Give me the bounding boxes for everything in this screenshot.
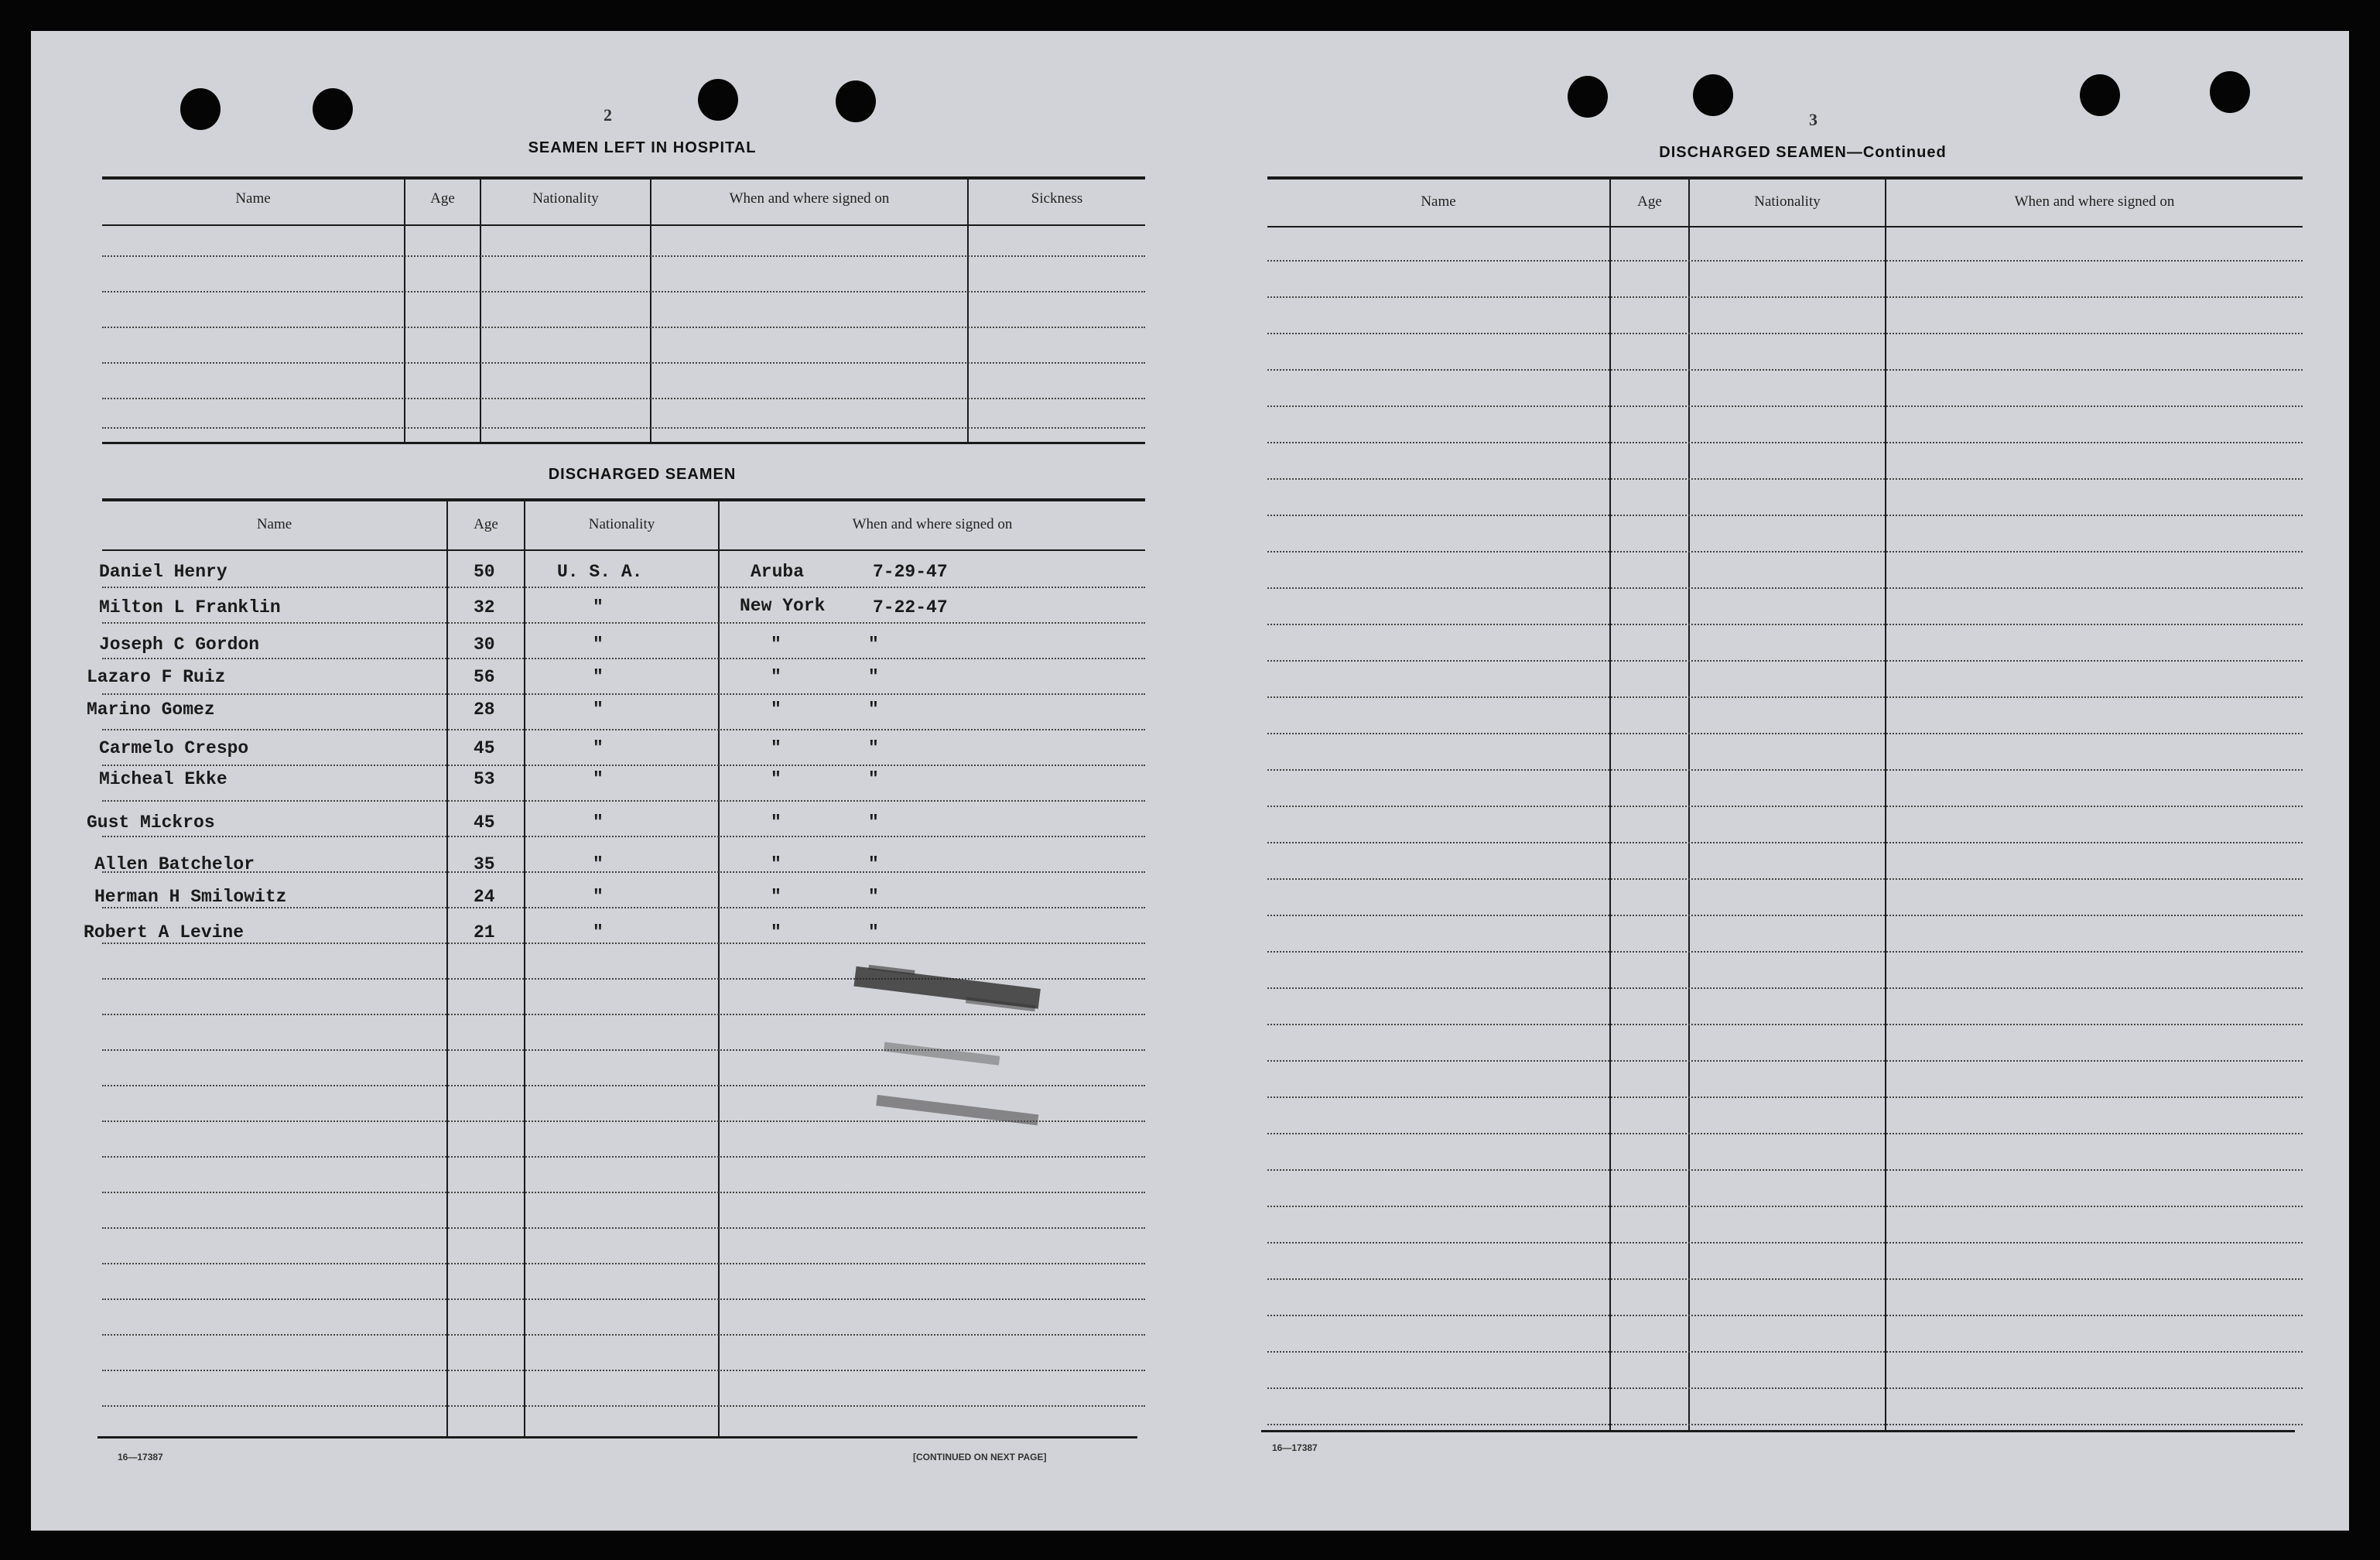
signed-on-date: " <box>868 738 879 758</box>
signed-on-place: " <box>771 922 781 942</box>
ruled-line <box>102 1334 1145 1336</box>
signed-on-date: " <box>868 887 879 907</box>
ruled-line <box>1267 696 2303 698</box>
ruled-line <box>102 1014 1145 1015</box>
seaman-age: 35 <box>474 854 495 874</box>
seaman-nationality: " <box>593 887 604 907</box>
seaman-age: 53 <box>474 769 495 789</box>
ruled-line <box>1267 405 2303 407</box>
form-number: 16—17387 <box>118 1452 163 1462</box>
ruled-line <box>1267 296 2303 298</box>
seaman-age: 45 <box>474 738 495 758</box>
punch-hole <box>836 80 876 122</box>
ruled-line <box>1267 878 2303 880</box>
ruled-line <box>102 693 1145 695</box>
ruled-line <box>1267 333 2303 334</box>
seaman-name: Robert A Levine <box>84 922 244 942</box>
ruled-line <box>1267 1133 2303 1134</box>
signed-on-date: " <box>868 667 879 687</box>
seaman-name: Gust Mickros <box>87 812 215 833</box>
faint-stamp <box>881 1037 1007 1072</box>
seaman-age: 56 <box>474 667 495 687</box>
seaman-name: Marino Gomez <box>87 700 215 720</box>
ruled-line <box>102 587 1145 588</box>
ruled-line <box>102 800 1145 802</box>
ruled-line <box>1267 587 2303 589</box>
seaman-age: 32 <box>474 597 495 618</box>
seaman-age: 30 <box>474 635 495 655</box>
ruled-line <box>1267 733 2303 734</box>
signed-on-place: " <box>771 887 781 907</box>
left-page <box>31 31 1192 1531</box>
punch-hole <box>1568 76 1608 118</box>
ruled-line <box>1267 1206 2303 1207</box>
discharged-section-title: DISCHARGED SEAMEN <box>548 466 737 483</box>
signed-on-date: 7-22-47 <box>873 597 948 618</box>
ruled-line <box>102 729 1145 730</box>
ruled-line <box>1267 1169 2303 1171</box>
signed-on-place: " <box>771 854 781 874</box>
right-page <box>1238 31 2337 1531</box>
discharged-col-age: Age <box>474 516 498 532</box>
ruled-line <box>102 1370 1145 1371</box>
hospital-col-sickness: Sickness <box>1031 190 1083 207</box>
ruled-line <box>1267 1424 2303 1425</box>
ruled-line <box>1267 515 2303 516</box>
ruled-line <box>1267 915 2303 916</box>
signed-on-date: " <box>868 769 879 789</box>
faint-stamp <box>874 1090 1045 1134</box>
ruled-line <box>1267 1278 2303 1280</box>
discharged-col-name: Name <box>256 516 292 532</box>
seaman-nationality: " <box>593 635 604 655</box>
ruled-line <box>102 942 1145 944</box>
hospital-col-nationality: Nationality <box>532 190 599 207</box>
hospital-section-title: SEAMEN LEFT IN HOSPITAL <box>528 139 757 156</box>
ruled-line <box>1267 842 2303 843</box>
signed-on-place: New York <box>740 596 826 616</box>
continued-col-name: Name <box>1421 193 1456 210</box>
ruled-line <box>102 1156 1145 1158</box>
ruled-line <box>102 1192 1145 1193</box>
signed-on-date: " <box>868 700 879 720</box>
punch-hole <box>313 88 353 130</box>
seaman-name: Allen Batchelor <box>94 854 255 874</box>
ruled-line <box>102 1227 1145 1229</box>
ruled-line <box>102 836 1145 837</box>
ruled-line <box>1267 1242 2303 1244</box>
seaman-name: Daniel Henry <box>99 562 227 582</box>
signed-on-date: " <box>868 922 879 942</box>
seaman-name: Milton L Franklin <box>99 597 281 618</box>
continued-col-nationality: Nationality <box>1754 193 1821 210</box>
ruled-line <box>1267 369 2303 371</box>
seaman-nationality: " <box>593 922 604 942</box>
seaman-name: Joseph C Gordon <box>99 635 260 655</box>
ruled-line <box>1267 624 2303 625</box>
seaman-name: Herman H Smilowitz <box>94 887 287 907</box>
ruled-line <box>1267 951 2303 953</box>
signed-on-place: " <box>771 812 781 833</box>
ruled-line <box>1267 806 2303 807</box>
ruled-line <box>1267 1351 2303 1353</box>
ruled-line <box>1267 478 2303 480</box>
ruled-line <box>1267 1387 2303 1389</box>
ruled-line <box>1267 442 2303 443</box>
punch-hole <box>1693 74 1733 116</box>
seaman-nationality: " <box>593 667 604 687</box>
signed-on-date: 7-29-47 <box>873 562 948 582</box>
ruled-line <box>1267 1096 2303 1098</box>
punch-hole <box>180 88 221 130</box>
discharged-continued-title: DISCHARGED SEAMEN—Continued <box>1659 144 1947 161</box>
seaman-nationality: " <box>593 769 604 789</box>
signed-on-place: " <box>771 769 781 789</box>
ruled-line <box>102 1085 1145 1086</box>
seaman-nationality: " <box>593 812 604 833</box>
continued-col-signed-on: When and where signed on <box>2014 193 2175 210</box>
seaman-nationality: " <box>593 700 604 720</box>
seaman-age: 28 <box>474 700 495 720</box>
seaman-nationality: " <box>593 854 604 874</box>
ruled-line <box>102 907 1145 908</box>
ruled-line <box>1267 1060 2303 1062</box>
signed-on-place: " <box>771 667 781 687</box>
ruled-line <box>1267 769 2303 771</box>
seaman-age: 24 <box>474 887 495 907</box>
ruled-line <box>1267 260 2303 262</box>
document-sheet <box>31 31 2349 1531</box>
ruled-line <box>1267 1024 2303 1025</box>
seaman-age: 45 <box>474 812 495 833</box>
signed-on-place: Aruba <box>751 562 805 582</box>
smudged-stamp <box>850 960 1053 1018</box>
seaman-name: Carmelo Crespo <box>99 738 249 758</box>
punch-hole <box>2210 71 2250 113</box>
hospital-col-age: Age <box>430 190 455 207</box>
continued-col-age: Age <box>1637 193 1662 210</box>
signed-on-place: " <box>771 700 781 720</box>
seaman-name: Micheal Ekke <box>99 769 227 789</box>
ruled-line <box>102 658 1145 659</box>
ruled-line <box>102 765 1145 766</box>
ruled-line <box>102 1298 1145 1300</box>
discharged-col-signed-on: When and where signed on <box>852 516 1013 532</box>
form-number: 16—17387 <box>1272 1442 1318 1453</box>
ruled-line <box>102 1405 1145 1407</box>
ruled-line <box>102 1263 1145 1264</box>
seaman-nationality: " <box>593 738 604 758</box>
seaman-name: Lazaro F Ruiz <box>87 667 226 687</box>
seaman-nationality: U. S. A. <box>557 562 643 582</box>
page-number: 2 <box>604 105 612 125</box>
seaman-nationality: " <box>593 597 604 618</box>
seaman-age: 21 <box>474 922 495 942</box>
ruled-line <box>1267 1315 2303 1316</box>
ruled-line <box>1267 660 2303 662</box>
signed-on-place: " <box>771 738 781 758</box>
signed-on-date: " <box>868 635 879 655</box>
ruled-line <box>1267 551 2303 552</box>
ruled-line <box>1267 987 2303 989</box>
page-number: 3 <box>1809 110 1817 129</box>
hospital-col-name: Name <box>235 190 271 207</box>
continued-note: [CONTINUED ON NEXT PAGE] <box>913 1452 1047 1462</box>
punch-hole <box>2080 74 2120 116</box>
ruled-line <box>102 871 1145 873</box>
hospital-col-signed-on: When and where signed on <box>729 190 890 207</box>
signed-on-date: " <box>868 812 879 833</box>
discharged-col-nationality: Nationality <box>588 516 655 532</box>
punch-hole <box>698 79 738 121</box>
signed-on-place: " <box>771 635 781 655</box>
ruled-line <box>102 622 1145 624</box>
seaman-age: 50 <box>474 562 495 582</box>
signed-on-date: " <box>868 854 879 874</box>
